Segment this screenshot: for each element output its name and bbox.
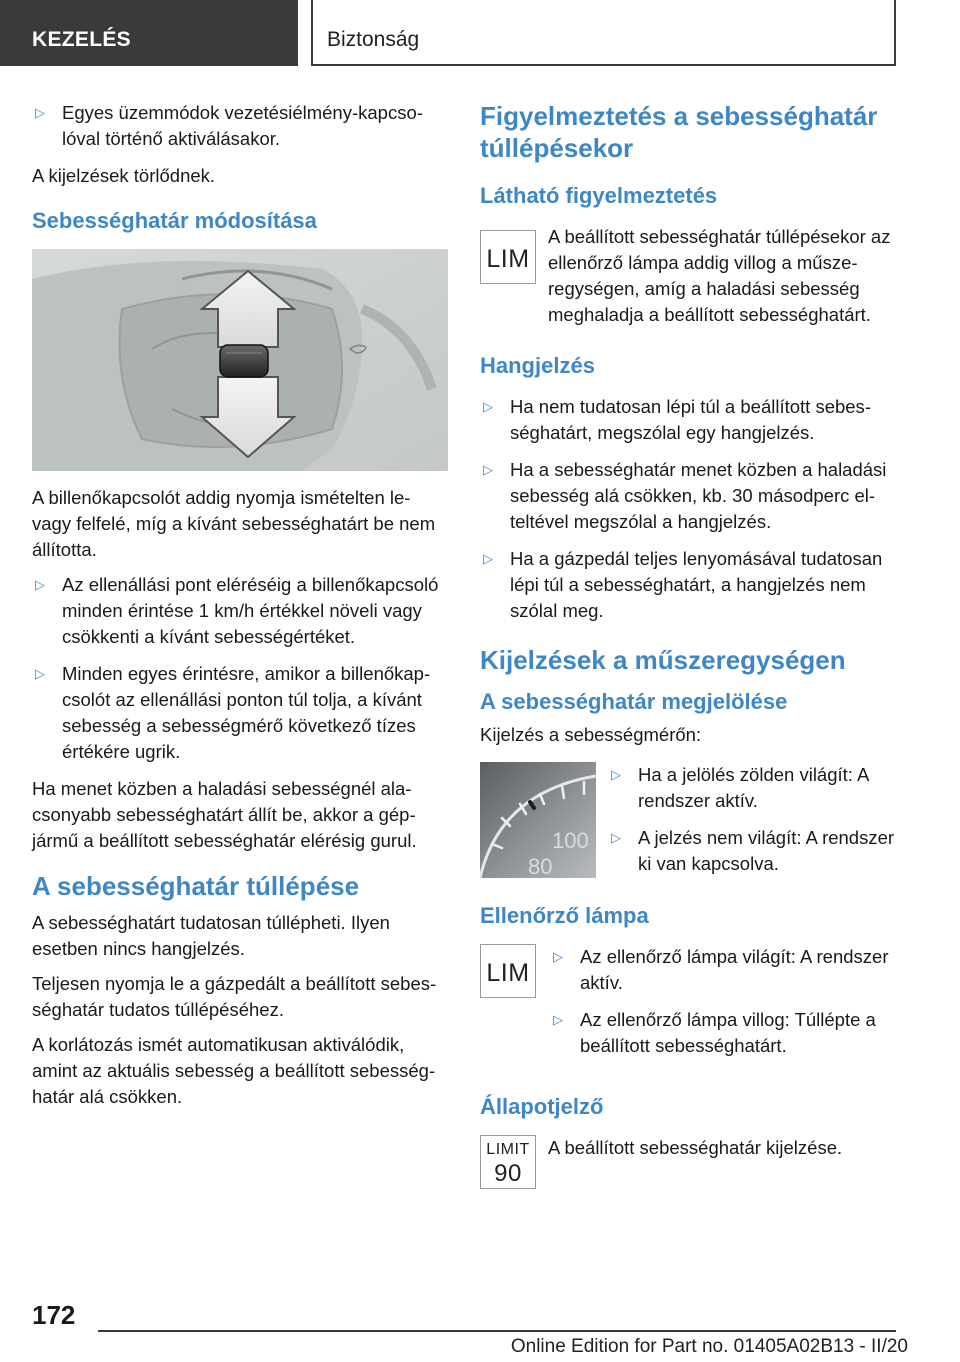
bullet-triangle-icon: ▷ [553,949,563,964]
list-item: ▷ Ha a sebességhatár menet közben a haladási sebesség alá csökken, kb. 30 másodperc elteltével megszólal a hangjelzés. [483,459,887,532]
list-item: ▷ Az ellenőrző lámpa világít: A rendszer aktív. [553,946,889,993]
steering-wheel-rocker-image [32,249,448,471]
heading-modify-limit: Sebességhatár módosítása [32,208,317,233]
heading-visible-warning: Látható figyelmeztetés [480,183,718,208]
paragraph: A billenőkapcsolót addig nyomja ismételten le- vagy felfelé, míg a kívánt sebességhatárt be nem állította. [32,487,436,560]
paragraph: Ha menet közben a haladási sebességnél alacsonyabb sebességhatárt állít be, akkor a gépjármű a beállított sebességhatár elérésig gurul. [32,778,417,851]
heading-exceed-limit: A sebességhatár túllépése [32,871,360,901]
paragraph: Kijelzés a sebességmérőn: [480,724,702,745]
list-item: ▷ Az ellenállási pont eléréséig a billenőkapcsoló minden érintése 1 km/h értékkel növeli vagy csökkenti a kívánt sebességértéket. [35,574,439,647]
list-item: ▷ Az ellenőrző lámpa villog: Túllépte a beállított sebességhatárt. [553,1009,876,1056]
bullet-triangle-icon: ▷ [483,551,493,566]
heading-cluster-displays: Kijelzések a műszeregységen [480,645,846,675]
page-header [0,0,960,66]
bullet-triangle-icon: ▷ [35,577,45,592]
bullet-triangle-icon: ▷ [483,462,493,477]
heading-sound-signal: Hangjelzés [480,353,595,378]
limit-90-icon: LIMIT 90 [480,1135,536,1189]
left-column [32,100,448,1119]
footer-edition: Online Edition for Part no. 01405A02B13 - II/20 [510,1336,908,1357]
indicator-lamp-block [480,944,896,1059]
heading-status-indicator: Állapotjelző [480,1094,604,1119]
subsection-tab [311,0,896,66]
status-indicator-block [480,1135,896,1191]
paragraph: A sebességhatárt tudatosan túllépheti. Ilyen esetben nincs hangjelzés. [32,912,390,959]
bullet-triangle-icon: ▷ [611,767,621,782]
lamp-list [480,944,896,1059]
bullet-triangle-icon: ▷ [553,1012,563,1027]
heading-warning: Figyelmeztetés a sebességhatár túllépésekor [480,101,878,163]
subsection-title: Biztonság [327,28,420,51]
paragraph: A kijelzések törlődnek. [32,165,216,186]
page-number: 172 [32,1300,76,1330]
section-tab [0,0,298,66]
lim-indicator-icon: LIM [480,230,536,284]
list-item: ▷ Ha a jelölés zölden világít: A rendszer aktív. [611,764,869,811]
list-item: ▷ Minden egyes érintésre, amikor a billenőkapcsolót az ellenállási ponton túl tolja, a kívánt sebesség a sebességmérő következő tízes értékére ugrik. [35,663,431,762]
paragraph: Teljesen nyomja le a gázpedált a beállított sebességhatár tudatos túllépéséhez. [32,973,437,1020]
speedometer-marking-block [480,762,896,880]
bullet-triangle-icon: ▷ [611,830,621,845]
list-item: ▷ Ha nem tudatosan lépi túl a beállított sebességhatárt, megszólal egy hangjelzés. [483,396,871,443]
list-item: ▷ Ha a gázpedál teljes lenyomásával tudatosan lépi túl a sebességhatárt, a hangjelzés nem szólal meg. [483,548,883,621]
heading-indicator-lamp: Ellenőrző lámpa [480,903,649,928]
bullet-triangle-icon: ▷ [483,399,493,414]
marking-list [608,762,896,888]
paragraph: A korlátozás ismét automatikusan aktiválódik, amint az aktuális sebesség a beállított sebességhatár alá csökken. [32,1034,436,1107]
lim-indicator-icon: LIM [480,944,536,998]
paragraph: A beállított sebességhatár kijelzése. [548,1137,843,1158]
speedometer-image [480,762,596,878]
right-column [480,100,896,1191]
paragraph: A beállított sebességhatár túllépésekor az ellenőrző lámpa addig villog a műszeregységen, amíg a haladási sebesség meghaladja a beállított sebességhatárt. [548,226,891,325]
list-item: ▷ Egyes üzemmódok vezetésiélmény-kapcsolóval történő aktiválásakor. [35,102,423,149]
bullet-triangle-icon: ▷ [35,105,45,120]
section-title: KEZELÉS [32,28,131,51]
visible-warning-block [480,224,896,328]
gauge-label-100: 100 [552,828,589,853]
list-item: ▷ A jelzés nem világít: A rendszer ki van kapcsolva. [611,827,895,874]
bullet-triangle-icon: ▷ [35,666,45,681]
gauge-label-80: 80 [528,854,553,878]
heading-limit-marking: A sebességhatár megjelölése [480,689,788,714]
footer-divider [98,1330,896,1332]
